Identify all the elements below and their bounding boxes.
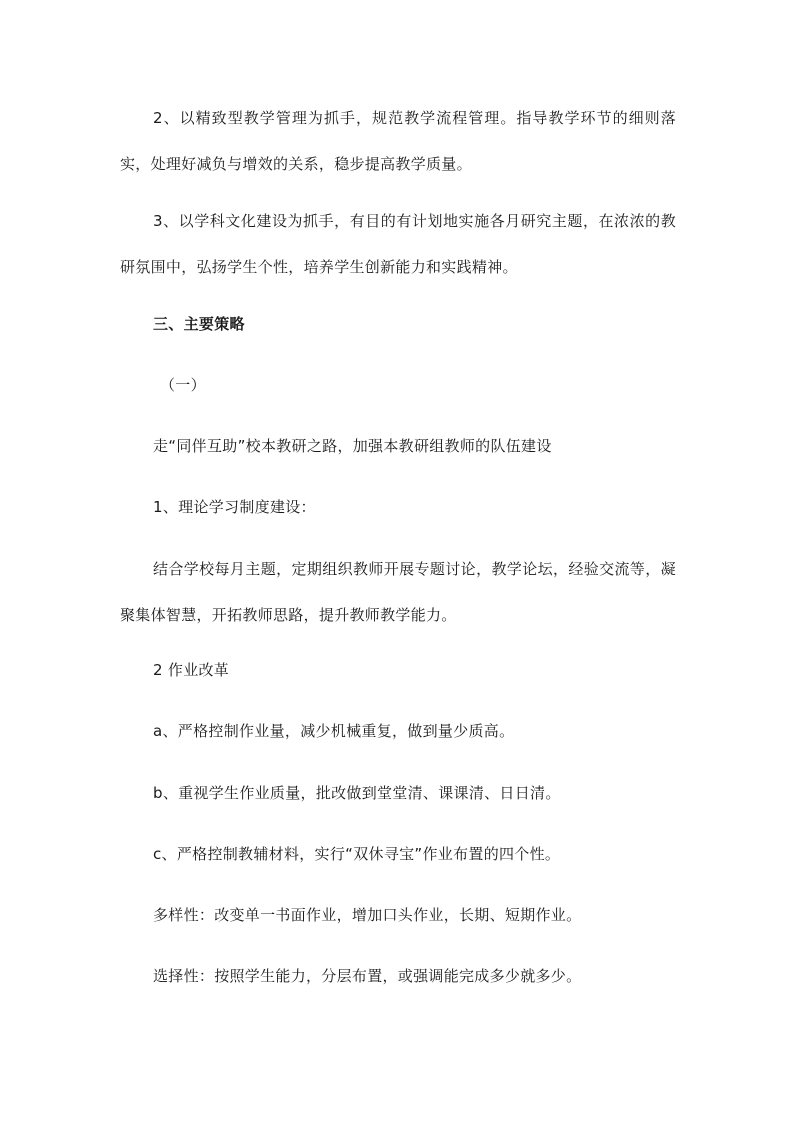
section-heading-strategies: 三、主要策略 — [153, 315, 245, 333]
paragraph-theory-study: 结合学校每月主题，定期组织教师开展专题讨论，教学论坛，经验交流等，凝聚集体智慧，开拓教师思路，提升教师教学能力。 — [120, 560, 676, 624]
diversity-item: 多样性：改变单一书面作业，增加口头作业，长期、短期作业。 — [153, 906, 582, 924]
list-item-c: c、严格控制教辅材料，实行“双休寻宝”作业布置的四个性。 — [153, 845, 561, 863]
subsection-title: 走“同伴互助”校本教研之路，加强本教研组教师的队伍建设 — [153, 437, 552, 455]
item-homework-reform: 2 作业改革 — [153, 661, 230, 679]
selectivity-item: 选择性：按照学生能力，分层布置，或强调能完成多少就多少。 — [153, 967, 582, 985]
subsection-number: （一） — [160, 376, 206, 394]
item-theory-study: 1、理论学习制度建设： — [153, 498, 316, 516]
paragraph-goal-2: 2、以精致型教学管理为抓手，规范教学流程管理。指导教学环节的细则落实，处理好减负与增效的关系，稳步提高教学质量。 — [120, 109, 676, 173]
list-item-a: a、严格控制作业量，减少机械重复，做到量少质高。 — [153, 722, 515, 740]
list-item-b: b、重视学生作业质量，批改做到堂堂清、课课清、日日清。 — [153, 784, 561, 802]
paragraph-goal-3: 3、以学科文化建设为抓手，有目的有计划地实施各月研究主题，在浓浓的教研氛围中，弘扬学生个性，培养学生创新能力和实践精神。 — [120, 212, 676, 276]
